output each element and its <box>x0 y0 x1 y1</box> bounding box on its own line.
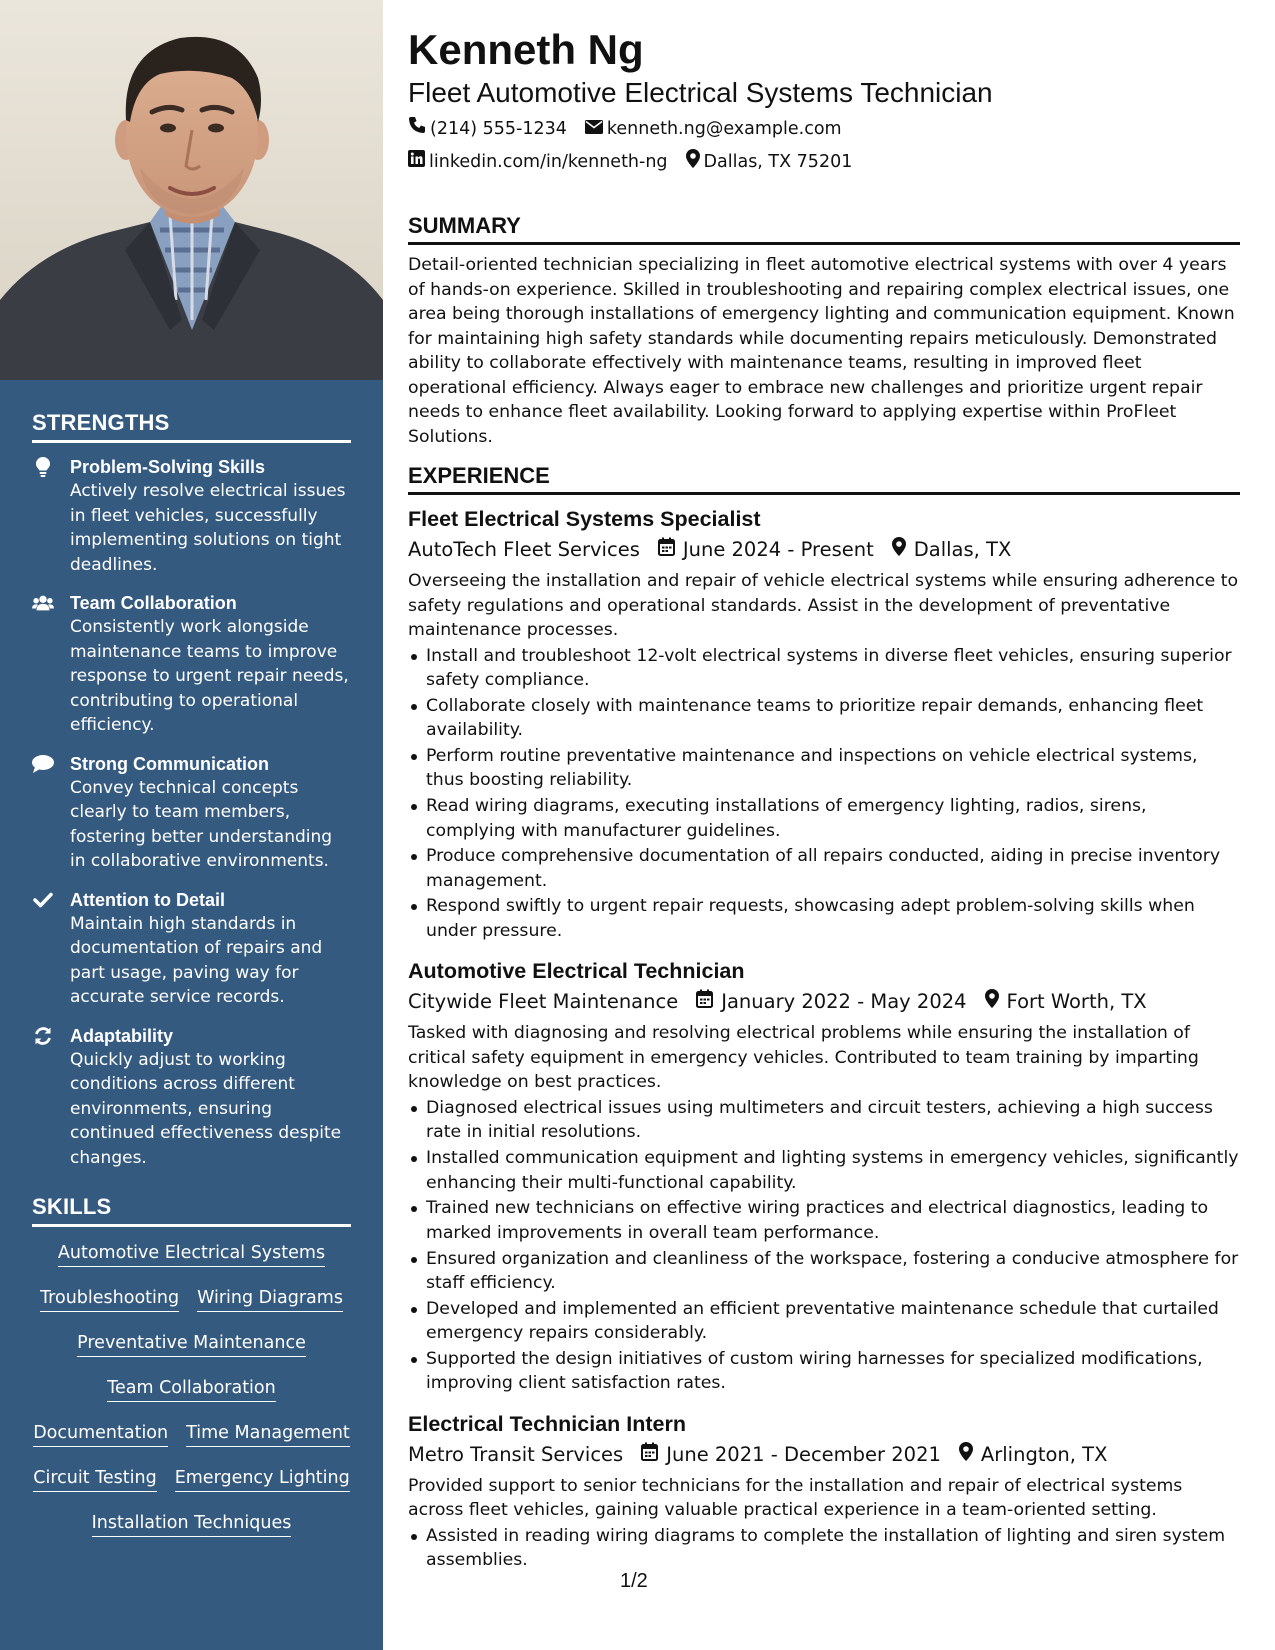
job-title: Electrical Technician Intern <box>408 1411 686 1436</box>
job-dates <box>696 987 966 1017</box>
bullet-item: Developed and implemented an efficient preventative maintenance schedule that curtailed emergency repairs considerably. <box>408 1297 1240 1346</box>
skill-tag: Wiring Diagrams <box>197 1286 343 1312</box>
location-contact <box>686 149 853 175</box>
strength-description: Actively resolve electrical issues in fleet vehicles, successfully implementing solutions on tight deadlines. <box>70 481 346 575</box>
strength-description: Quickly adjust to working conditions across different environments, ensuring continued effectiveness despite changes. <box>70 1049 342 1168</box>
strength-title: Team Collaboration <box>70 593 237 613</box>
strengths-list <box>32 455 351 1170</box>
map-marker-icon <box>959 1440 973 1470</box>
contact-row <box>408 116 1240 141</box>
job-location <box>892 535 1012 565</box>
bullet-item: Assisted in reading wiring diagrams to complete the installation of lighting and siren system assemblies. <box>408 1524 1240 1573</box>
bullet-item: Trained new technicians on effective wiring practices and electrical diagnostics, leading to marked improvements in overall team performance. <box>408 1196 1240 1245</box>
strength-description: Consistently work alongside maintenance teams to improve response to urgent repair needs, contributing to operational efficiency. <box>70 617 349 735</box>
linkedin-contact[interactable] <box>408 149 668 175</box>
strength-item <box>32 1024 351 1171</box>
company-name: Metro Transit Services <box>408 1442 624 1466</box>
skill-tag: Troubleshooting <box>40 1286 179 1312</box>
profile-photo <box>0 0 383 380</box>
job-dates-text: June 2024 - Present <box>682 538 874 561</box>
users-icon <box>32 593 54 613</box>
strength-title: Adaptability <box>70 1025 174 1046</box>
skills-heading: SKILLS <box>32 1194 351 1227</box>
job-dates-text: June 2021 - December 2021 <box>666 1442 941 1466</box>
skill-tag: Team Collaboration <box>107 1376 275 1402</box>
skills-list <box>32 1241 351 1537</box>
bullet-item: Respond swiftly to urgent repair requests, showcasing adept problem-solving skills when under pressure. <box>408 894 1240 943</box>
map-marker-icon <box>892 535 906 565</box>
job-location-text: Fort Worth, TX <box>1006 990 1147 1014</box>
job-dates <box>641 1440 941 1470</box>
sidebar <box>0 0 383 1650</box>
skill-tag: Documentation <box>33 1421 168 1447</box>
calendar-icon <box>658 535 675 565</box>
strengths-heading: STRENGTHS <box>32 410 351 443</box>
bullet-item: Perform routine preventative maintenance and inspections on vehicle electrical systems, thus boosting reliability. <box>408 744 1240 793</box>
linkedin-icon <box>408 150 425 174</box>
company-name: Citywide Fleet Maintenance <box>408 990 679 1014</box>
strength-title: Strong Communication <box>70 753 269 774</box>
company <box>408 1440 623 1470</box>
job-location <box>959 1440 1108 1470</box>
bullet-item: Supported the design initiatives of custom wiring harnesses for specialized modifications, improving client satisfaction rates. <box>408 1347 1240 1396</box>
strength-description: Maintain high standards in documentation of repairs and part usage, paving way for accurate service records. <box>70 913 323 1007</box>
strength-item <box>32 455 351 577</box>
bullet-item: Ensured organization and cleanliness of the workspace, fostering a conducive atmosphere for staff efficiency. <box>408 1247 1240 1296</box>
skill-tag: Emergency Lighting <box>175 1466 350 1492</box>
job-meta <box>408 1440 1240 1470</box>
job-location-text: Arlington, TX <box>980 1442 1108 1466</box>
page-number: 1/2 <box>620 1570 648 1592</box>
job-meta <box>408 987 1240 1017</box>
summary-text: Detail-oriented technician specializing in fleet automotive electrical systems with over 4 years of hands-on experience. Skilled in troubleshooting and repairing complex electrical issues, one area being thorough installations of emergency lighting and communication equipment. Known for maintaining high safety standards while documenting repairs meticulously. Demonstrated ability to collaborate effectively with maintenance teams, resulting in improved fleet operational efficiency. Always eager to embrace new challenges and prioritize urgent repair needs to enhance fleet availability. Looking forward to applying expertise within ProFleet Solutions. <box>408 255 1235 447</box>
linkedin-link[interactable]: linkedin.com/in/kenneth-ng <box>429 152 668 172</box>
company <box>408 535 640 565</box>
bullet-item: Diagnosed electrical issues using multimeters and circuit testers, achieving a high success rate in initial resolutions. <box>408 1096 1240 1145</box>
map-marker-icon <box>985 987 999 1017</box>
lightbulb-icon <box>32 457 54 477</box>
skill-tag: Preventative Maintenance <box>77 1331 306 1357</box>
job-bullets <box>408 1096 1240 1396</box>
skill-tag: Circuit Testing <box>33 1466 156 1492</box>
phone-icon <box>408 116 426 141</box>
candidate-name: Kenneth Ng <box>408 26 644 73</box>
experience-entry <box>408 505 1240 943</box>
check-icon <box>32 890 54 910</box>
bullet-item: Read wiring diagrams, executing installations of emergency lighting, radios, sirens, complying with manufacturer guidelines. <box>408 794 1240 843</box>
calendar-icon <box>696 987 713 1017</box>
strength-item <box>32 591 351 738</box>
job-description: Provided support to senior technicians for the installation and repair of electrical systems across fleet vehicles, gaining valuable practical experience in a team-oriented setting. <box>408 1475 1183 1521</box>
job-dates <box>658 535 874 565</box>
job-location-text: Dallas, TX <box>913 538 1012 561</box>
experience-entry <box>408 1410 1240 1573</box>
job-title: Automotive Electrical Technician <box>408 959 745 984</box>
phone-text: (214) 555-1234 <box>430 118 567 139</box>
sync-icon <box>32 1026 54 1046</box>
experience-heading: EXPERIENCE <box>408 463 1240 495</box>
job-dates-text: January 2022 - May 2024 <box>721 990 967 1014</box>
calendar-icon <box>641 1440 658 1470</box>
strength-description: Convey technical concepts clearly to team members, fostering better understanding in collaborative environments. <box>70 777 333 871</box>
skill-tag: Time Management <box>186 1421 350 1447</box>
job-meta <box>408 535 1240 565</box>
summary-heading: SUMMARY <box>408 213 1240 245</box>
candidate-title: Fleet Automotive Electrical Systems Technician <box>408 77 993 108</box>
job-title: Fleet Electrical Systems Specialist <box>408 507 761 531</box>
profile-photo-image <box>0 0 383 380</box>
company <box>408 987 678 1017</box>
job-description: Overseeing the installation and repair of vehicle electrical systems while ensuring adherence to safety regulations and operational standards. Assist in the development of preventative maintenance processes. <box>408 571 1239 640</box>
email-contact[interactable] <box>585 116 842 141</box>
contact-row <box>408 149 1240 175</box>
skill-tag: Automotive Electrical Systems <box>58 1241 325 1267</box>
bullet-item: Install and troubleshoot 12-volt electrical systems in diverse fleet vehicles, ensuring superior safety compliance. <box>408 644 1240 693</box>
job-bullets <box>408 1524 1240 1573</box>
strength-item <box>32 752 351 874</box>
strength-title: Problem-Solving Skills <box>70 457 266 477</box>
company-name: AutoTech Fleet Services <box>408 538 640 561</box>
strength-title: Attention to Detail <box>70 889 225 910</box>
main-content <box>408 24 1240 1574</box>
comment-icon <box>32 754 54 774</box>
strength-item <box>32 888 351 1010</box>
bullet-item: Produce comprehensive documentation of all repairs conducted, aiding in precise inventory management. <box>408 844 1240 893</box>
job-location <box>985 987 1147 1017</box>
bullet-item: Installed communication equipment and lighting systems in emergency vehicles, significantly enhancing their multi-functional capability. <box>408 1146 1240 1195</box>
phone-contact <box>408 116 567 141</box>
map-marker-icon <box>686 149 700 175</box>
job-description: Tasked with diagnosing and resolving electrical problems while ensuring the installation of critical safety equipment in emergency vehicles. Contributed to team training by imparting knowledge on best practices. <box>408 1023 1199 1093</box>
location-text: Dallas, TX 75201 <box>703 152 853 172</box>
experience-entry <box>408 957 1240 1395</box>
bullet-item: Collaborate closely with maintenance teams to prioritize repair demands, enhancing fleet availability. <box>408 694 1240 743</box>
job-bullets <box>408 644 1240 944</box>
envelope-icon <box>585 117 603 141</box>
email-link[interactable]: kenneth.ng@example.com <box>606 118 842 139</box>
skill-tag: Installation Techniques <box>92 1511 292 1537</box>
